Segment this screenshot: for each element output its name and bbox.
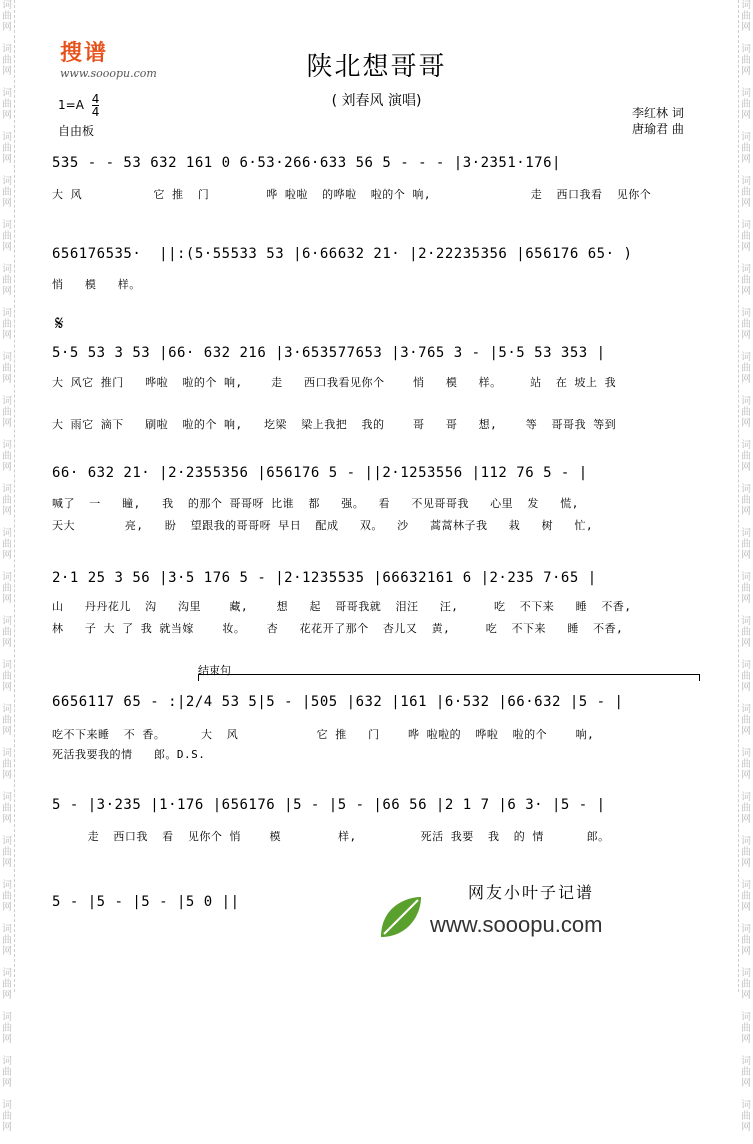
watermark-char: 网 — [741, 330, 751, 341]
watermark-char: 网 — [741, 946, 751, 957]
watermark-char: 曲 — [2, 11, 12, 22]
watermark-char: 网 — [741, 1078, 751, 1089]
watermark-char: 词 — [741, 44, 751, 55]
leaf-icon — [376, 892, 426, 942]
watermark-gap — [0, 1133, 14, 1144]
watermark-gap — [0, 121, 14, 132]
watermark-char: 词 — [741, 836, 751, 847]
lyric-row-2: 悄 模 样。 — [52, 278, 141, 291]
watermark-gap — [0, 649, 14, 660]
lyric-row-3b: 大 雨它 滴下 刷啦 啦的个 响, 圪梁 梁上我把 我的 哥 哥 想, 等 哥哥我 等到 — [52, 418, 617, 431]
watermark-char: 曲 — [2, 275, 12, 286]
watermark-char: 词 — [2, 704, 12, 715]
watermark-char: 词 — [2, 440, 12, 451]
watermark-char: 词 — [741, 88, 751, 99]
tempo-marking: 自由板 — [58, 124, 95, 138]
watermark-char: 曲 — [741, 319, 751, 330]
time-sig-bottom: 4 — [91, 105, 100, 119]
watermark-char: 词 — [741, 132, 751, 143]
watermark-char: 词 — [2, 132, 12, 143]
watermark-gap — [0, 605, 14, 616]
watermark-char: 曲 — [741, 583, 751, 594]
watermark-char: 词 — [741, 748, 751, 759]
watermark-char: 词 — [2, 352, 12, 363]
watermark-char: 词 — [2, 528, 12, 539]
segno-sign: 𝄋 — [55, 311, 64, 335]
watermark-char: 词 — [2, 220, 12, 231]
score-row-2: 656176535· ||:(5·55533 53 |6·66632 21· |2·22235356 |656176 65· ) — [52, 246, 633, 262]
lyricist: 李红林 词 — [632, 106, 684, 120]
watermark-char: 曲 — [2, 319, 12, 330]
watermark-gap — [0, 297, 14, 308]
watermark-char: 网 — [2, 550, 12, 561]
logo-url: www.sooopu.com — [60, 67, 157, 80]
watermark-char: 词 — [741, 660, 751, 671]
watermark-gap — [739, 1045, 753, 1056]
watermark-char: 曲 — [741, 231, 751, 242]
watermark-gap — [739, 253, 753, 264]
watermark-char: 曲 — [741, 847, 751, 858]
watermark-char: 词 — [2, 968, 12, 979]
watermark-char: 网 — [2, 374, 12, 385]
watermark-char: 曲 — [2, 187, 12, 198]
watermark-char: 曲 — [741, 627, 751, 638]
watermark-char: 曲 — [741, 759, 751, 770]
watermark-char: 曲 — [2, 143, 12, 154]
time-sig-top: 4 — [91, 92, 100, 106]
watermark-gap — [0, 781, 14, 792]
watermark-char: 曲 — [741, 275, 751, 286]
watermark-char: 网 — [2, 418, 12, 429]
watermark-char: 词 — [2, 0, 12, 11]
watermark-char: 曲 — [741, 99, 751, 110]
watermark-gap — [739, 473, 753, 484]
watermark-gap — [739, 825, 753, 836]
watermark-char: 曲 — [741, 671, 751, 682]
watermark-char: 词 — [2, 308, 12, 319]
watermark-char: 词 — [2, 396, 12, 407]
watermark-gap — [739, 1133, 753, 1144]
lyric-row-3a: 大 风它 推门 哗啦 啦的个 响, 走 西口我看见你个 悄 模 样。 站 在 坡上 我 — [52, 376, 617, 389]
watermark-char: 词 — [2, 836, 12, 847]
watermark-char: 词 — [741, 616, 751, 627]
watermark-char: 曲 — [2, 539, 12, 550]
score-row-1: 535 - - 53 632 161 0 6·53·266·633 56 5 - - - |3·2351·176| — [52, 155, 561, 171]
watermark-char: 曲 — [741, 495, 751, 506]
lyric-row-4a: 喊了 一 瞳, 我 的那个 哥哥呀 比谁 都 强。 看 不见哥哥我 心里 发 慌, — [52, 497, 579, 510]
watermark-char: 词 — [2, 748, 12, 759]
score-row-8: 5 - |5 - |5 - |5 0 || — [52, 894, 240, 910]
watermark-char: 曲 — [2, 803, 12, 814]
watermark-gap — [739, 297, 753, 308]
watermark-char: 曲 — [2, 451, 12, 462]
watermark-char: 词 — [741, 528, 751, 539]
score-row-4: 66· 632 21· |2·2355356 |656176 5 - ||2·1253556 |112 76 5 - | — [52, 465, 588, 481]
watermark-gap — [0, 825, 14, 836]
watermark-char: 网 — [741, 374, 751, 385]
watermark-char: 词 — [2, 1100, 12, 1111]
watermark-char: 词 — [2, 792, 12, 803]
watermark-char: 曲 — [741, 891, 751, 902]
watermark-gap — [0, 869, 14, 880]
watermark-char: 网 — [2, 110, 12, 121]
watermark-gap — [739, 781, 753, 792]
watermark-char: 网 — [2, 902, 12, 913]
watermark-char: 网 — [741, 462, 751, 473]
logo-name: 搜谱 — [60, 41, 109, 66]
watermark-char: 词 — [2, 616, 12, 627]
watermark-char: 网 — [2, 726, 12, 737]
composer: 唐瑜君 曲 — [632, 122, 684, 136]
score-row-3: 5·5 53 3 53 |66· 632 216 |3·653577653 |3·765 3 - |5·5 53 353 | — [52, 345, 606, 361]
watermark-char: 网 — [741, 286, 751, 297]
watermark-char: 网 — [741, 418, 751, 429]
watermark-char: 曲 — [741, 1023, 751, 1034]
watermark-char: 曲 — [741, 935, 751, 946]
watermark-gap — [739, 33, 753, 44]
watermark-char: 词 — [741, 484, 751, 495]
watermark-gap — [739, 121, 753, 132]
watermark-char: 词 — [741, 968, 751, 979]
performer: ( 刘春风 演唱) — [331, 93, 422, 109]
watermark-char: 网 — [2, 990, 12, 1001]
watermark-gap — [0, 1001, 14, 1012]
watermark-char: 曲 — [2, 407, 12, 418]
watermark-char: 曲 — [741, 715, 751, 726]
key-signature — [58, 93, 99, 118]
watermark-gap — [739, 1089, 753, 1100]
watermark-char: 词 — [741, 176, 751, 187]
watermark-char: 网 — [741, 902, 751, 913]
lyric-row-7: 走 西口我 看 见你个 悄 模 样, 死活 我要 我 的 情 郎。 — [52, 830, 610, 843]
watermark-char: 词 — [741, 1100, 751, 1111]
watermark-char: 曲 — [2, 231, 12, 242]
watermark-gap — [739, 737, 753, 748]
watermark-char: 网 — [2, 506, 12, 517]
watermark-char: 曲 — [741, 979, 751, 990]
watermark-char: 曲 — [2, 1067, 12, 1078]
score-row-7: 5 - |3·235 |1·176 |656176 |5 - |5 - |66 56 |2 1 7 |6 3· |5 - | — [52, 797, 606, 813]
watermark-gap — [0, 165, 14, 176]
watermark-char: 词 — [741, 352, 751, 363]
watermark-char: 曲 — [2, 495, 12, 506]
watermark-char: 词 — [741, 924, 751, 935]
lyric-row-5a: 山 丹丹花儿 沟 沟里 藏, 想 起 哥哥我就 泪汪 汪, 吃 不下来 睡 不香, — [52, 600, 632, 613]
footer-url[interactable]: www.sooopu.com — [430, 912, 603, 937]
watermark-char: 曲 — [741, 407, 751, 418]
watermark-gap — [739, 341, 753, 352]
lyric-row-6a: 吃不下来睡 不 香。 大 风 它 推 门 哗 啦啦的 哗啦 啦的个 响, — [52, 728, 595, 741]
watermark-char: 网 — [2, 242, 12, 253]
watermark-char: 词 — [741, 704, 751, 715]
watermark-char: 词 — [741, 308, 751, 319]
watermark-char: 网 — [741, 682, 751, 693]
watermark-gap — [0, 517, 14, 528]
watermark-char: 网 — [741, 242, 751, 253]
watermark-char: 词 — [741, 1012, 751, 1023]
watermark-gap — [739, 429, 753, 440]
score-row-5: 2·1 25 3 56 |3·5 176 5 - |2·1235535 |66632161 6 |2·235 7·65 | — [52, 570, 597, 586]
watermark-gap — [0, 737, 14, 748]
watermark-char: 网 — [2, 22, 12, 33]
watermark-gap — [739, 957, 753, 968]
watermark-char: 曲 — [2, 715, 12, 726]
watermark-char: 曲 — [2, 759, 12, 770]
watermark-char: 网 — [741, 66, 751, 77]
lyric-row-6b: 死活我要我的情 郎。D.S. — [52, 748, 206, 761]
watermark-char: 曲 — [741, 363, 751, 374]
watermark-char: 网 — [741, 726, 751, 737]
watermark-char: 曲 — [741, 451, 751, 462]
watermark-char: 网 — [741, 198, 751, 209]
watermark-gap — [0, 341, 14, 352]
watermark-char: 词 — [741, 792, 751, 803]
watermark-gap — [0, 913, 14, 924]
watermark-char: 网 — [2, 946, 12, 957]
watermark-char: 词 — [2, 660, 12, 671]
watermark-char: 曲 — [2, 935, 12, 946]
watermark-gap — [739, 1001, 753, 1012]
watermark-char: 网 — [2, 462, 12, 473]
watermark-char: 曲 — [741, 11, 751, 22]
watermark-char: 词 — [2, 572, 12, 583]
watermark-char: 曲 — [741, 1111, 751, 1122]
watermark-gap — [0, 429, 14, 440]
lyric-row-1: 大 风 它 推 门 哗 啦啦 的哗啦 啦的个 响, 走 西口我看 见你个 — [52, 188, 652, 201]
watermark-char: 词 — [2, 44, 12, 55]
watermark-char: 曲 — [2, 99, 12, 110]
watermark-char: 词 — [741, 572, 751, 583]
watermark-char: 网 — [2, 1034, 12, 1045]
watermark-char: 网 — [2, 154, 12, 165]
watermark-gap — [0, 253, 14, 264]
watermark-char: 曲 — [2, 363, 12, 374]
watermark-char: 词 — [741, 1056, 751, 1067]
watermark-char: 词 — [2, 484, 12, 495]
watermark-gap — [0, 209, 14, 220]
key-label: 1=A — [58, 98, 84, 112]
watermark-char: 曲 — [741, 1067, 751, 1078]
watermark-char: 网 — [2, 814, 12, 825]
watermark-char: 网 — [741, 506, 751, 517]
watermark-gap — [0, 561, 14, 572]
watermark-char: 网 — [741, 770, 751, 781]
score-row-6: 6656117 65 - :|2/4 53 5|5 - |505 |632 |161 |6·532 |66·632 |5 - | — [52, 694, 624, 710]
watermark-char: 网 — [741, 154, 751, 165]
watermark-char: 网 — [2, 198, 12, 209]
watermark-char: 词 — [2, 176, 12, 187]
watermark-char: 曲 — [2, 671, 12, 682]
watermark-gap — [739, 649, 753, 660]
watermark-gap — [739, 869, 753, 880]
watermark-char: 词 — [741, 396, 751, 407]
time-signature — [92, 93, 100, 118]
watermark-char: 网 — [741, 110, 751, 121]
watermark-char: 曲 — [741, 55, 751, 66]
watermark-char: 网 — [2, 682, 12, 693]
watermark-char: 网 — [741, 858, 751, 869]
ending-bracket — [198, 674, 700, 681]
watermark-char: 曲 — [2, 627, 12, 638]
watermark-left — [0, 0, 14, 1133]
ending-label: 结束句 — [198, 664, 231, 677]
watermark-char: 曲 — [741, 539, 751, 550]
watermark-char: 网 — [2, 858, 12, 869]
watermark-gap — [739, 561, 753, 572]
watermark-gap — [0, 957, 14, 968]
watermark-gap — [739, 517, 753, 528]
watermark-char: 词 — [741, 220, 751, 231]
watermark-char: 曲 — [2, 891, 12, 902]
watermark-char: 曲 — [2, 1111, 12, 1122]
watermark-char: 曲 — [2, 583, 12, 594]
watermark-char: 网 — [741, 22, 751, 33]
watermark-char: 网 — [2, 66, 12, 77]
watermark-gap — [739, 913, 753, 924]
watermark-char: 曲 — [2, 55, 12, 66]
watermark-char: 网 — [2, 594, 12, 605]
watermark-gap — [739, 165, 753, 176]
lyric-row-5b: 林 子 大 了 我 就当嫁 妆。 杏 花花开了那个 杏儿又 黄, 吃 不下来 睡 不香, — [52, 622, 624, 635]
transcriber-credit: 网友小叶子记谱 — [468, 883, 595, 902]
watermark-gap — [0, 473, 14, 484]
page-title: 陕北想哥哥 — [306, 52, 447, 82]
watermark-char: 网 — [741, 814, 751, 825]
watermark-char: 网 — [741, 638, 751, 649]
watermark-char: 曲 — [741, 143, 751, 154]
watermark-gap — [0, 1045, 14, 1056]
watermark-char: 网 — [2, 638, 12, 649]
watermark-char: 词 — [741, 440, 751, 451]
watermark-char: 词 — [741, 264, 751, 275]
watermark-char: 词 — [2, 924, 12, 935]
watermark-char: 曲 — [741, 803, 751, 814]
watermark-char: 网 — [741, 1034, 751, 1045]
lyric-row-4b: 天大 亮, 盼 望跟我的哥哥呀 早日 配成 双。 沙 蒿蒿林子我 栽 树 忙, — [52, 519, 594, 532]
watermark-gap — [739, 605, 753, 616]
watermark-char: 网 — [2, 770, 12, 781]
watermark-char: 网 — [741, 1122, 751, 1133]
watermark-char: 网 — [2, 330, 12, 341]
watermark-gap — [739, 693, 753, 704]
watermark-gap — [0, 693, 14, 704]
watermark-gap — [0, 385, 14, 396]
watermark-char: 网 — [2, 1078, 12, 1089]
watermark-char: 曲 — [2, 847, 12, 858]
watermark-right — [739, 0, 753, 1133]
watermark-char: 网 — [741, 550, 751, 561]
watermark-char: 曲 — [741, 187, 751, 198]
watermark-char: 词 — [741, 0, 751, 11]
watermark-char: 词 — [741, 880, 751, 891]
watermark-char: 网 — [2, 286, 12, 297]
watermark-char: 词 — [2, 880, 12, 891]
watermark-char: 网 — [2, 1122, 12, 1133]
watermark-gap — [0, 1089, 14, 1100]
watermark-char: 词 — [2, 1056, 12, 1067]
watermark-char: 词 — [2, 264, 12, 275]
watermark-gap — [0, 33, 14, 44]
watermark-char: 曲 — [2, 1023, 12, 1034]
watermark-gap — [739, 385, 753, 396]
watermark-char: 网 — [741, 990, 751, 1001]
watermark-char: 词 — [2, 88, 12, 99]
left-border — [14, 0, 15, 992]
watermark-char: 词 — [2, 1012, 12, 1023]
watermark-gap — [739, 209, 753, 220]
watermark-char: 网 — [741, 594, 751, 605]
watermark-char: 曲 — [2, 979, 12, 990]
